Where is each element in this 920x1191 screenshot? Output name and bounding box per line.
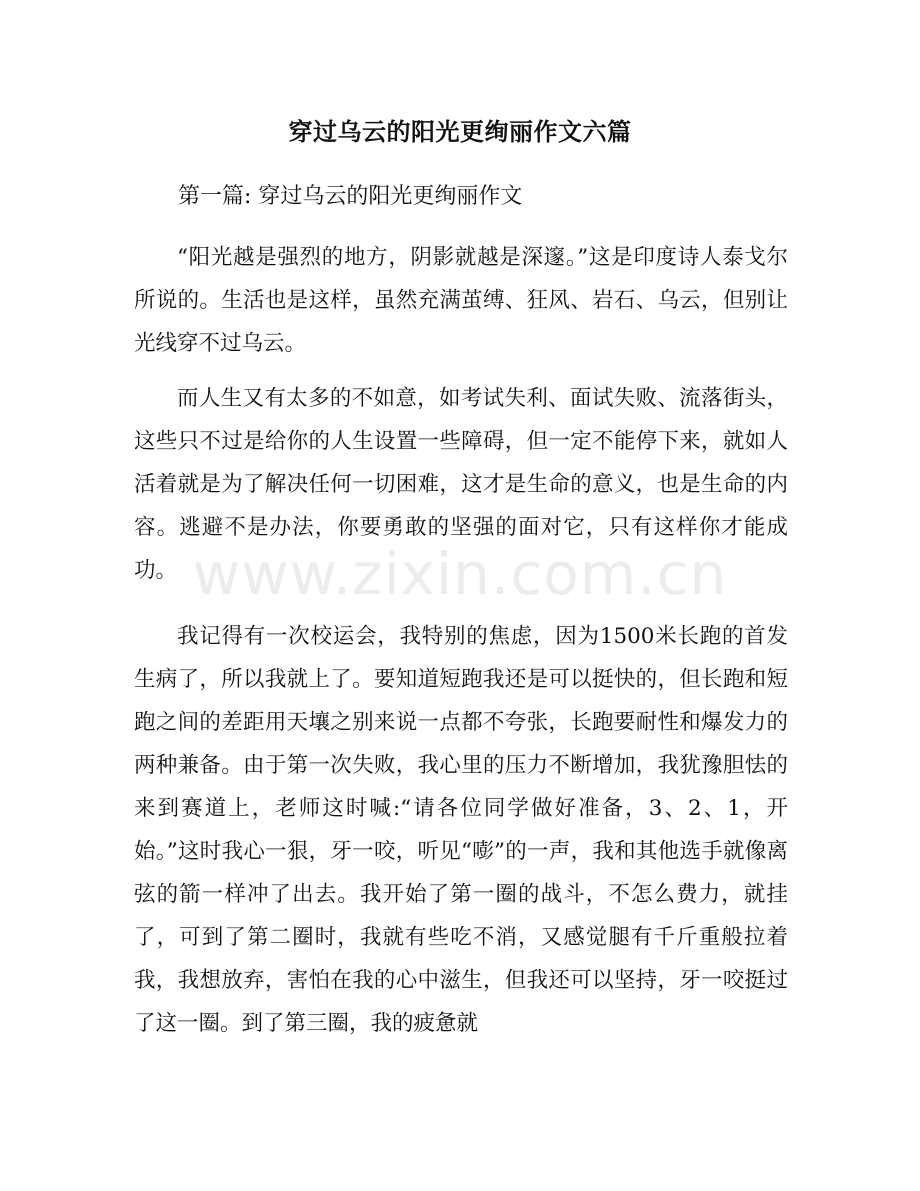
document-title: 穿过乌云的阳光更绚丽作文六篇 xyxy=(288,118,632,146)
watermark: www.zixin.com.cn xyxy=(192,540,728,608)
paragraph-1: “阳光越是强烈的地方，阴影就越是深邃。”这是印度诗人泰戈尔所说的。生活也是这样，虽然充满茧缚、狂风、岩石、乌云，但别让光线穿不过乌云。 xyxy=(134,245,788,356)
paragraph-3: 我记得有一次校运会，我特别的焦虑，因为1500米长跑的首发生病了，所以我就上了。要知道短跑我还是可以挺快的，但长跑和短跑之间的差距用天壤之别来说一点都不夸张，长跑要耐性和爆发力的两种兼备。由于第一次失败，我心里的压力不断增加，我犹豫胆怯的来到赛道上，老师这时喊:“请各位同学做好准备，3、2、1，开始。”这时我心一狠，牙一咬，听见“嘭”的一声，我和其他选手就像离弦的箭一样冲了出去。我开始了第一圈的战斗，不怎么费力，就挂了，可到了第二圈时，我就有些吃不消，又感觉腿有千斤重般拉着我，我想放弃，害怕在我的心中滋生，但我还可以坚持，牙一咬挺过了这一圈。到了第三圈，我的疲惫就 xyxy=(134,624,788,1036)
section-heading: 第一篇: 穿过乌云的阳光更绚丽作文 xyxy=(178,184,523,209)
paragraph-2: 而人生又有太多的不如意，如考试失利、面试失败、流落街头，这些只不过是给你的人生设置一些障碍，但一定不能停下来，就如人活着就是为了解决任何一切困难，这才是生命的意义，也是生命的内容。逃避不是办法，你要勇敢的坚强的面对它，只有这样你才能成功。 xyxy=(134,386,788,583)
